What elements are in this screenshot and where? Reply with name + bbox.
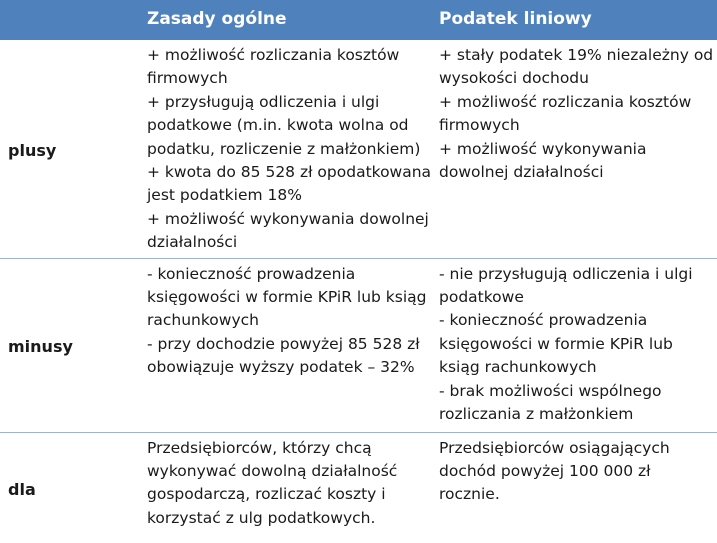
text-line: księgowości w formie KPiR lub ksiąg: [147, 287, 427, 306]
text-line: obowiązuje wyższy podatek – 32%: [147, 358, 415, 377]
text-line: wykonywać dowolną działalność: [147, 461, 398, 480]
text-line: jest podatkiem 18%: [147, 186, 302, 205]
table-header-row: [0, 0, 717, 40]
text-line: podatku, rozliczenie z małżonkiem): [147, 139, 421, 158]
text-line: + możliwość wykonywania: [439, 139, 647, 158]
row-label-dla: dla: [8, 480, 36, 500]
text-line: firmowych: [439, 116, 520, 135]
text-line: rachunkowych: [147, 311, 259, 330]
table-row-dla: [0, 432, 717, 543]
table-row-plusy: [0, 40, 717, 258]
text-line: gospodarczą, rozliczać koszty i: [147, 485, 386, 504]
text-line: księgowości w formie KPiR lub: [439, 334, 673, 353]
text-line: - przy dochodzie powyżej 85 528 zł: [147, 334, 420, 353]
cell-dla-zasady-ogolne: [139, 432, 431, 543]
text-line: wysokości dochodu: [439, 69, 589, 88]
text-line: rocznie.: [439, 485, 500, 504]
cell-minusy-zasady-ogolne: [139, 258, 431, 432]
text-line: + przysługują odliczenia i ulgi: [147, 92, 380, 111]
text-line: - konieczność prowadzenia: [439, 311, 648, 330]
text-line: - brak możliwości wspólnego: [439, 381, 662, 400]
text-line: + kwota do 85 528 zł opodatkowana: [147, 163, 432, 182]
text-line: + możliwość rozliczania kosztów: [147, 46, 400, 64]
cell-plusy-zasady-ogolne: [139, 40, 431, 258]
cell-dla-podatek-liniowy: [431, 432, 717, 543]
header-empty-cell: [0, 0, 139, 40]
text-line: firmowych: [147, 69, 228, 88]
text-line: ksiąg rachunkowych: [439, 358, 597, 377]
text-line: podatkowe (m.in. kwota wolna od: [147, 116, 409, 135]
text-line: Przedsiębiorców, którzy chcą: [147, 438, 372, 457]
table-row-minusy: [0, 258, 717, 432]
header-zasady-ogolne: Zasady ogólne: [147, 9, 287, 30]
text-line: - konieczność prowadzenia: [147, 264, 356, 283]
text-line: + możliwość rozliczania kosztów: [439, 92, 692, 111]
cell-plusy-podatek-liniowy: [431, 40, 717, 258]
header-podatek-liniowy: Podatek liniowy: [439, 9, 592, 30]
text-line: - nie przysługują odliczenia i ulgi: [439, 264, 693, 283]
text-line: + możliwość wykonywania dowolnej: [147, 209, 429, 228]
row-label-plusy: plusy: [8, 141, 57, 161]
cell-minusy-podatek-liniowy: [431, 258, 717, 432]
text-line: działalności: [147, 233, 238, 252]
text-line: + stały podatek 19% niezależny od: [439, 46, 714, 64]
text-line: rozliczania z małżonkiem: [439, 404, 634, 423]
text-line: dochód powyżej 100 000 zł: [439, 461, 651, 480]
text-line: korzystać z ulg podatkowych.: [147, 508, 376, 527]
text-line: dowolnej działalności: [439, 163, 604, 182]
text-line: podatkowe: [439, 287, 524, 306]
row-label-minusy: minusy: [8, 337, 73, 357]
text-line: Przedsiębiorców osiągających: [439, 438, 670, 457]
